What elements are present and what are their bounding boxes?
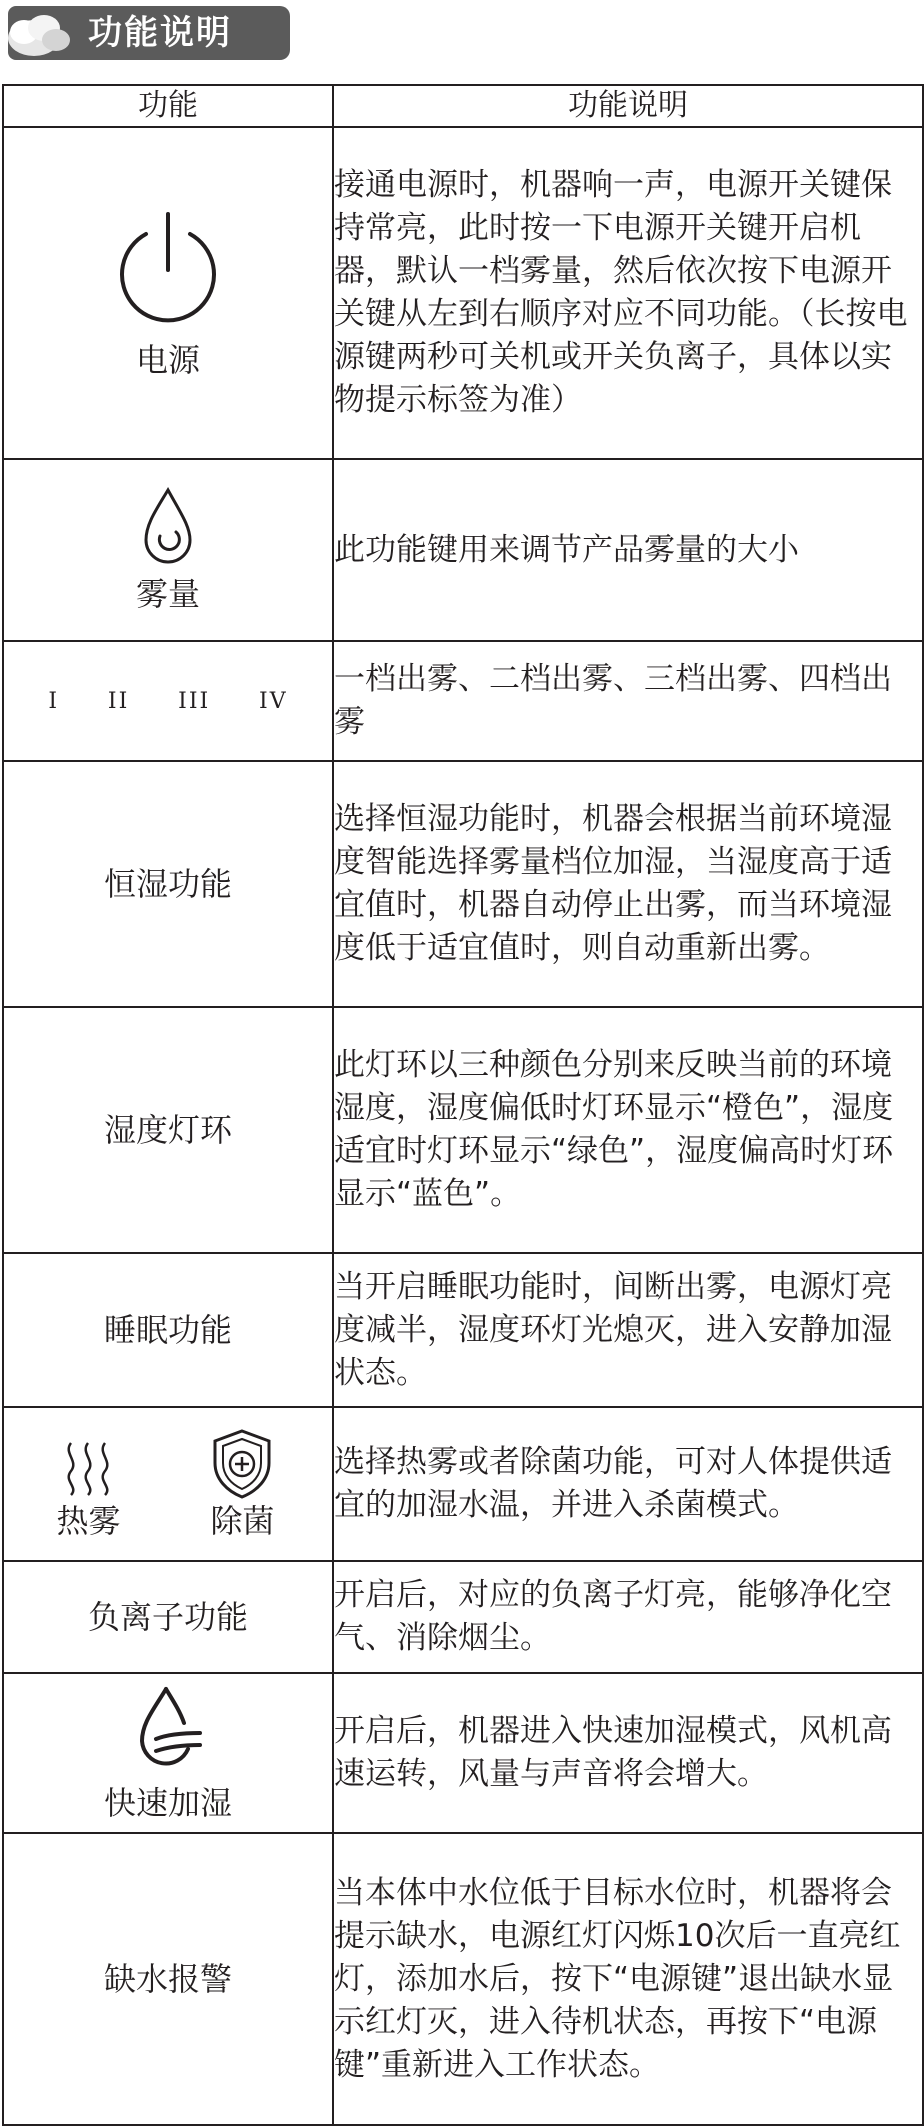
description-cell: 此功能键用来调节产品雾量的大小: [333, 459, 923, 641]
table-row: [3, 1407, 923, 1561]
description-cell: 此灯环以三种颜色分别来反映当前的环境湿度，湿度偏低时灯环显示“橙色”，湿度适宜时灯环显示“绿色”，湿度偏高时灯环显示“蓝色”。: [333, 1007, 923, 1253]
function-table: [2, 84, 924, 2126]
description-cell: 选择恒湿功能时，机器会根据当前环境湿度智能选择雾量档位加湿，当湿度高于适宜值时，机器自动停止出雾，而当环境湿度低于适宜值时，则自动重新出雾。: [333, 761, 923, 1007]
section-header: [8, 6, 290, 60]
fast-humidify-icon: [126, 1683, 210, 1783]
cloud-icon: [4, 8, 84, 62]
table-row: [3, 1253, 923, 1407]
function-cell: [3, 459, 333, 641]
level-2-indicator: II: [107, 688, 130, 714]
table-row: [3, 1007, 923, 1253]
hot-mist-function: [56, 1437, 120, 1541]
table-row: [3, 1673, 923, 1833]
function-label-right: 除菌: [210, 1502, 275, 1540]
function-label: 缺水报警: [103, 1960, 232, 1998]
function-pair: [4, 1427, 332, 1541]
level-1-indicator: I: [48, 688, 60, 714]
description-cell: 开启后，机器进入快速加湿模式，风机高速运转，风量与声音将会增大。: [333, 1673, 923, 1833]
column-header-description: 功能说明: [333, 85, 923, 127]
function-cell: [3, 1673, 333, 1833]
level-4-indicator: IV: [259, 688, 288, 714]
heat-waves-icon: [57, 1437, 119, 1499]
function-cell: [3, 1007, 333, 1253]
function-cell: [3, 1833, 333, 2125]
table-header-row: [3, 85, 923, 127]
description-cell: 选择热雾或者除菌功能，可对人体提供适宜的加湿水温，并进入杀菌模式。: [333, 1407, 923, 1561]
table-row: [3, 641, 923, 761]
description-cell: 当开启睡眠功能时，间断出雾，电源灯亮度减半，湿度环灯光熄灭，进入安静加湿状态。: [333, 1253, 923, 1407]
description-cell: 当本体中水位低于目标水位时，机器将会提示缺水，电源红灯闪烁10次后一直亮红灯，添加水后，按下“电源键”退出缺水显示红灯灭，进入待机状态，再按下“电源键”重新进入工作状态。: [333, 1833, 923, 2125]
description-cell: 一档出雾、二档出雾、三档出雾、四档出雾: [333, 641, 923, 761]
description-cell: 接通电源时，机器响一声，电源开关键保持常亮，此时按一下电源开关键开启机器，默认一档雾量，然后依次按下电源开关键从左到右顺序对应不同功能。（长按电源键两秒可关机或开关负离子，具体以实物提示标签为准）: [333, 127, 923, 459]
section-title: 功能说明: [88, 13, 232, 53]
function-label: 负离子功能: [87, 1598, 248, 1636]
function-label: 睡眠功能: [103, 1311, 232, 1349]
table-row: [3, 127, 923, 459]
function-cell: [3, 1253, 333, 1407]
table-row: [3, 1561, 923, 1673]
function-cell: [3, 761, 333, 1007]
sterilize-function: [205, 1427, 279, 1541]
level-3-indicator: III: [178, 688, 211, 714]
function-label: 快速加湿: [103, 1784, 232, 1822]
function-cell: [3, 127, 333, 459]
description-cell: 开启后，对应的负离子灯亮，能够净化空气、消除烟尘。: [333, 1561, 923, 1673]
function-label: 恒湿功能: [103, 865, 232, 903]
column-header-function: 功能: [3, 85, 333, 127]
function-label: 雾量: [135, 575, 200, 613]
function-cell: [3, 1561, 333, 1673]
mist-level-indicators: [4, 689, 332, 714]
table-row: [3, 459, 923, 641]
table-row: [3, 1833, 923, 2125]
power-icon: [108, 206, 228, 326]
function-cell: [3, 1407, 333, 1561]
mist-drop-icon: [136, 486, 200, 570]
function-label: 湿度灯环: [103, 1111, 232, 1149]
function-cell: [3, 641, 333, 761]
function-label-left: 热雾: [56, 1502, 121, 1540]
table-row: [3, 761, 923, 1007]
shield-plus-icon: [205, 1427, 279, 1501]
function-label: 电源: [135, 341, 200, 379]
